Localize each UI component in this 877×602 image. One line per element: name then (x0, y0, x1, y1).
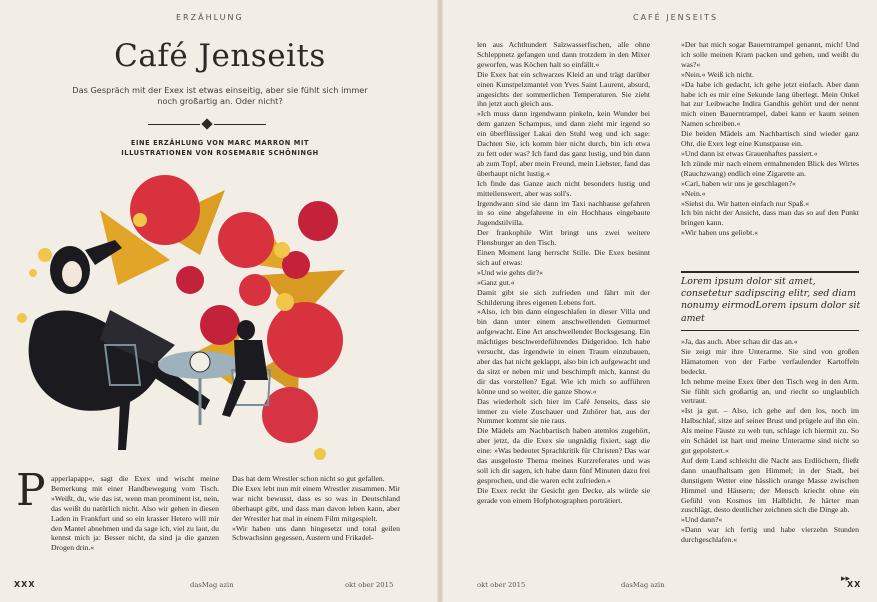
paragraph: »Da habe ich gedacht, ich gehe jetzt einfach. Aber dann habe ich es mir eine Sekunde lang überlegt. Mein Onkel hat zur Leibwache Indira Gandhis gehört und der nennt mich einen Bauerntrampel, dabei kann er kaum seinen Namen schreiben.« (681, 79, 859, 129)
dropcap: P (16, 465, 46, 516)
footer-date: okt ober 2015 (345, 581, 394, 589)
circle-shape (267, 302, 343, 378)
text-column-5 (681, 337, 859, 577)
circle-shape (130, 175, 200, 245)
text-column-1 (51, 474, 219, 584)
paragraph: Einen Moment lang herrscht Stille. Die Exex besinnt sich auf etwas: (477, 248, 650, 267)
paragraph: »Ich muss dann irgendwann pinkeln, kein Wunder bei dem ganzen Schampus, und dann zieht mir irgend so ein überflüssiger Lakai den Stuhl weg und ich sage: Dachten Sie, ich komm hier nicht durch, bin ich etwa zu fett oder was? Ich fand das ganz lustig, und bin dann ab zum Topf, aber mein Freund, mein Liebster, fand das überhaupt nicht lustig.« (477, 109, 650, 178)
paragraph: Der frankophile Wirt bringt uns zwei weitere Flensburger an den Tisch. (477, 228, 650, 248)
paragraph: »Ja, das auch. Aber schau dir das an.« (681, 337, 798, 346)
fur-coat-shape (29, 311, 160, 411)
paragraph: »Und wie gehts dir?« (477, 267, 543, 277)
paragraph: »Nein.« (681, 188, 706, 198)
divider-left (148, 124, 200, 125)
dot-shape (274, 242, 290, 258)
pullquote: Lorem ipsum dolor sit amet, consetetur sadipscing elitr, sed diam nonumy eirmodLorem ipsum dolor sit amet (681, 276, 861, 324)
pullquote-rule-top (681, 271, 859, 273)
paragraph: Sie zeigt mir ihre Unterarme. Sie sind von großen Hämatomen von der Farbe verfaulender Kartoffeln bedeckt. (681, 346, 859, 376)
section-label: ERZÄHLUNG (176, 13, 244, 22)
continue-arrow-icon: ▸▸ (841, 574, 851, 584)
illustration (0, 170, 437, 470)
paragraph: Damit gibt sie sich zufrieden und fährt mit der Schilderung ihres eigenen Lebens fort. (477, 287, 650, 307)
paragraph: »Siehst du. Wir hatten einfach nur Spaß.« (681, 198, 810, 208)
plate-shape (190, 352, 210, 372)
paragraph: Die Exex lebt nun mit einem Wrestler zusammen. Mir war nicht bewusst, dass es so was in Deutschland überhaupt gibt, und dass man davon leben kann, aber der Wrestler hat mal in einem Film mitgespielt. (232, 483, 400, 523)
dot-shape (38, 248, 52, 262)
circle-shape (176, 266, 204, 294)
left-page (0, 0, 437, 602)
paragraph: Irgendwann sind sie dann im Taxi nachhause gefahren in so eine abgefahrene in ein Hochhaus eingebaute Jugendstilvilla. (477, 198, 650, 228)
face-shape (62, 261, 82, 287)
paragraph: Die Mädels am Nachbartisch haben atemlos zugehört, aber jetzt, da die Exex sie ungnädig fixiert, sagt die eine: »Was bedeutet Sprachkritik für Christen? Das war das ausgeloste Thema meines Kurzreferates und was soll ich dir sagen, ich habe dann fünf Minuten dazu frei gesprochen, und die waren echt zufrieden.« (477, 426, 650, 485)
paragraph: Ich nehme meine Exex über den Tisch weg in den Arm. Sie fühlt sich großartig an, und riecht so unglaublich vertraut. (681, 376, 859, 406)
leg-shape (222, 375, 246, 417)
paragraph: »Also, ich bin dann eingeschlafen in dieser Villa und bin dann unter einem anschwellenden Gemurmel aufgewacht. Eine Art anschwellender Bocksgesang. Ein mächtiges beschwerdeführendes Didgeridoo. Ich habe versucht, das irgendwie in einen Traum einzubauen, aber das hat nicht geklappt, also bin ich aufgewacht und da sitzt er neben mir und beschimpft mich, kannst du dir das vorstellen? Egal. Wie ich mich so aufführen könne und so weiter, die ganze Show.« (477, 307, 650, 396)
paragraph: »Ist ja gut. – Also, ich gehe auf den los, noch im Halbschlaf, sitze auf seiner Brust und prügele auf ihn ein. Als meine Fäuste zu weh tun, schlage ich hiermit zu. So ein Schädel ist hart und meine Unterarme sind nicht so gut gepolstert.« (681, 406, 859, 455)
head-shape (237, 320, 255, 340)
text-column-2 (232, 474, 400, 584)
dot-shape (314, 448, 326, 460)
paragraph: »Carl, haben wir uns je geschlagen?« (681, 178, 796, 188)
circle-shape (200, 305, 240, 345)
torso-shape (234, 340, 268, 380)
paragraph: Das hat dem Wrestler schon nicht so gut gefallen. (232, 474, 385, 483)
paragraph: Ich zünde mir nach einem ermahnenden Blick des Wirtes (Rauchzwang) endlich eine Zigarette an. (681, 158, 859, 178)
right-page (443, 0, 877, 602)
paragraph: Die Exex hat ein schwarzes Kleid an und trägt darüber einen Kunstpelzmantel von Yves Saint Laurent, absurd, angesichts der sommerlichen Temperaturen. Sie zieht ihn jetzt auch gleich aus. (477, 69, 650, 109)
paragraph: »Ganz gut.« (477, 277, 515, 287)
paragraph: »Der hat mich sogar Bauerntrampel genannt, mich! Und ich solle meinen Kram packen und gehen, und weißt du was?« (681, 40, 859, 69)
divider-right (214, 124, 266, 125)
paragraph: Die Exex reckt ihr Gesicht gen Decke, als würde sie gerade von einem Hofphotographen porträtiert. (477, 485, 650, 505)
page-folio-left: XXX (14, 580, 36, 589)
paragraph: »Wir haben uns geliebt.« (681, 228, 758, 238)
text-column-4 (681, 40, 859, 268)
paragraph: Das wiederholt sich hier im Café Jenseits, dass sie immer zu viele Zuschauer und Zuhörer hat, aus der Nummer kommt sie nie raus. (477, 396, 650, 426)
article-credits: EINE ERZÄHLUNG VON MARC MARRON MIT ILLUSTRATIONEN VON ROSEMARIE SCHÖNINGH (121, 139, 319, 157)
article-subtitle: Das Gespräch mit der Exex ist etwas einseitig, aber sie fühlt sich immer noch großartig an. Oder nicht? (72, 85, 368, 106)
paragraph: »Und dann?« (681, 515, 723, 525)
paragraph: len aus Achthundert Salzwasserfischen, alle ohne Schleppnetz gefangen und dann trotzdem in den Mixer geworfen, was Köchen halt so einfällt.« (477, 40, 650, 69)
circle-shape (218, 212, 274, 268)
paragraph: Ich finde das Ganze auch nicht besonders lustig und mitteilenswert, aber was soll's. (477, 178, 650, 198)
dot-shape (133, 213, 147, 227)
paragraph: apperlapapp«, sagt die Exex und wischt meine Bemerkung mit einer Handbewegung vom Tisch. »Weißt, du, wie das ist, wenn man prominent ist, nein, das weißt du natürlich nicht. Also wir gehen in diesen Laden in Frankfurt und so ein krasser Hetero will mir den Mantel abnehmen und da sage ich, viel zu laut, du kennst mich ja: Besser nicht, da sind ja die ganzen Drogen drin.« (51, 474, 219, 553)
pullquote-rule-bottom (681, 330, 859, 331)
paragraph: »Nein.« Weiß ich nicht. (681, 69, 754, 79)
dot-shape (276, 293, 294, 311)
article-title: Café Jenseits (114, 38, 326, 74)
page-folio-right: XX (847, 580, 862, 589)
paragraph: »Wir haben uns dann hingesetzt und total geilen Schwachsinn gegessen, Austern und Frikadel- (232, 523, 400, 543)
footer-magazine: dasMag azin (621, 581, 665, 589)
circle-shape (239, 274, 271, 306)
paragraph: Ich bin nicht der Ansicht, dass man das so auf den Punkt bringen kann. (681, 208, 859, 228)
leg-shape (118, 400, 130, 450)
dot-shape (29, 269, 37, 277)
footer-date: okt ober 2015 (477, 581, 526, 589)
footer-magazine: dasMag azin (190, 581, 234, 589)
section-label: CAFÉ JENSEITS (633, 13, 719, 22)
paragraph: Die beiden Mädels am Nachbartisch sind wieder ganz Ohr, die Exex legt eine Kunstpause ein. (681, 129, 859, 149)
divider-diamond (201, 118, 212, 129)
paragraph: Auf dem Land schleicht die Nacht aus Erdlöchern, fließt dann unaufhaltsam gen Himmel; in der Stadt, bei dunstigem Wetter eine hässlich orange Masse zwischen Himmel und Häusern; der Mensch kriecht ohne ein Gefühl von Kosmos im Halblicht. Je härter man zuschlägt, desto deutlicher zeichnen sich die Dinge ab. (681, 455, 859, 515)
circle-shape (262, 387, 318, 443)
circle-shape (298, 201, 338, 241)
paragraph: »Dann war ich fertig und habe vierzehn Stunden durchgeschlafen.« (681, 525, 859, 545)
paragraph: »Und dann ist etwas Grauenhaftes passiert.« (681, 148, 818, 158)
dot-shape (17, 313, 27, 323)
